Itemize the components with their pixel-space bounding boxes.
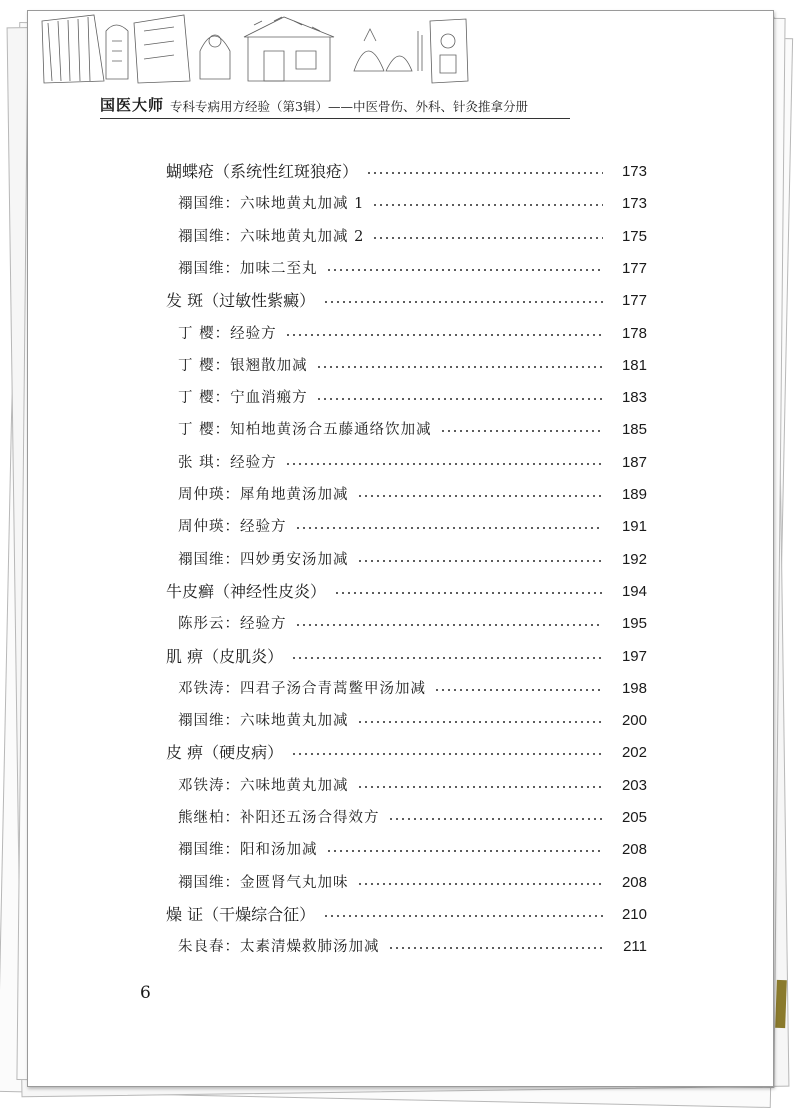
- toc-page-number: 195: [621, 615, 647, 633]
- leader-dots: [285, 334, 603, 336]
- leader-dots: [334, 592, 603, 594]
- toc-entry-title: 牛皮癣（神经性皮炎）: [166, 581, 327, 601]
- toc-entry-title: 蝴蝶疮（系统性红斑狼疮）: [166, 162, 359, 181]
- toc-entry-title: 禤国维：四妙勇安汤加减: [178, 551, 349, 568]
- leader-dots: [323, 915, 603, 917]
- toc-entry-title: 丁 樱：宁血消瘢方: [178, 390, 308, 407]
- leader-dots: [295, 527, 603, 529]
- toc-subentry[interactable]: [28, 256, 773, 282]
- toc-page-number: 187: [621, 453, 647, 471]
- toc-entry-title: 张 琪：经验方: [178, 454, 277, 471]
- toc-page-number: 208: [621, 873, 647, 891]
- leader-dots: [326, 850, 603, 852]
- running-header: [100, 91, 570, 119]
- leader-dots: [357, 495, 603, 497]
- toc-chapter-entry[interactable]: [28, 579, 773, 605]
- toc-page-number: 185: [621, 421, 647, 439]
- toc-entry-title: 禤国维：阳和汤加减: [178, 842, 318, 859]
- toc-chapter-entry[interactable]: [28, 159, 773, 185]
- toc-subentry[interactable]: [28, 417, 773, 443]
- toc-subentry[interactable]: [28, 353, 773, 379]
- toc-subentry[interactable]: [28, 708, 773, 734]
- leader-dots: [357, 786, 603, 788]
- toc-entry-title: 陈彤云：经验方: [178, 616, 287, 633]
- toc-entry-title: 禤国维：金匮肾气丸加味: [178, 874, 349, 891]
- toc-page-number: 175: [621, 227, 647, 245]
- toc-subentry[interactable]: [28, 805, 773, 831]
- toc-page-number: 211: [623, 938, 647, 956]
- toc-entry-title: 周仲瑛：经验方: [178, 519, 287, 536]
- leader-dots: [440, 430, 603, 432]
- leader-dots: [295, 624, 603, 626]
- toc-page-number: 198: [621, 679, 647, 697]
- toc-subentry[interactable]: [28, 870, 773, 896]
- book-page: [27, 10, 774, 1087]
- leader-dots: [326, 269, 603, 271]
- leader-dots: [388, 818, 603, 820]
- toc-entry-title: 丁 樱：银翘散加减: [178, 357, 308, 374]
- toc-page-number: 203: [621, 776, 647, 794]
- toc-subentry[interactable]: [28, 676, 773, 702]
- toc-entry-title: 禤国维：六味地黄丸加减 1: [178, 196, 365, 213]
- toc-entry-title: 禤国维：六味地黄丸加减 2: [178, 228, 365, 245]
- toc-entry-title: 禤国维：加味二至丸: [178, 260, 318, 277]
- toc-page-number: 189: [621, 486, 647, 503]
- toc-entry-title: 丁 樱：知柏地黄汤合五藤通络饮加减: [178, 422, 432, 439]
- toc-page-number: 181: [621, 356, 647, 374]
- leader-dots: [434, 689, 603, 691]
- leader-dots: [357, 560, 603, 562]
- toc-subentry[interactable]: [28, 837, 773, 863]
- toc-entry-title: 邓铁涛：六味地黄丸加减: [178, 777, 349, 794]
- toc-entry-title: 周仲瑛：犀角地黄汤加减: [178, 487, 349, 503]
- toc-entry-title: 朱良春：太素清燥救肺汤加减: [178, 939, 380, 956]
- toc-page-number: 173: [621, 163, 647, 180]
- toc-entry-title: 燥 证（干燥综合征）: [166, 904, 316, 924]
- bookmark-ribbon: [775, 980, 787, 1028]
- leader-dots: [357, 883, 603, 885]
- toc-chapter-entry[interactable]: [28, 288, 773, 314]
- toc-chapter-entry[interactable]: [28, 740, 773, 766]
- toc-page-number: 210: [621, 905, 647, 923]
- leader-dots: [316, 366, 603, 368]
- toc-subentry[interactable]: [28, 191, 773, 217]
- leader-dots: [285, 463, 603, 465]
- toc-page-number: 202: [621, 744, 647, 762]
- leader-dots: [357, 721, 603, 723]
- toc-entry-title: 熊继柏：补阳还五汤合得效方: [178, 810, 380, 826]
- toc-page-number: 208: [621, 841, 647, 859]
- toc-page-number: 194: [621, 582, 647, 600]
- toc-page-number: 205: [621, 809, 647, 826]
- toc-page-number: 192: [621, 550, 647, 568]
- toc-entry-title: 发 斑（过敏性紫癜）: [166, 291, 316, 311]
- toc-subentry[interactable]: [28, 450, 773, 476]
- toc-entry-title: 邓铁涛：四君子汤合青蒿鳖甲汤加减: [178, 680, 426, 697]
- toc-entry-title: 肌 痹（皮肌炎）: [166, 646, 284, 666]
- toc-subentry[interactable]: [28, 934, 773, 960]
- toc-page-number: 173: [621, 195, 647, 213]
- toc-subentry[interactable]: [28, 611, 773, 637]
- leader-dots: [366, 172, 603, 174]
- toc-page-number: 177: [621, 292, 647, 310]
- toc-chapter-entry[interactable]: [28, 902, 773, 928]
- toc-page-number: 191: [621, 518, 647, 536]
- leader-dots: [291, 657, 603, 659]
- toc-subentry[interactable]: [28, 482, 773, 508]
- leader-dots: [372, 204, 603, 206]
- leader-dots: [291, 753, 603, 755]
- leader-dots: [323, 301, 603, 303]
- series-brand: 国医大师: [100, 96, 165, 114]
- toc-page-number: 200: [621, 712, 647, 730]
- leader-dots: [372, 237, 603, 239]
- toc-subentry[interactable]: [28, 224, 773, 250]
- toc-subentry[interactable]: [28, 385, 773, 411]
- book-title: 专科专病用方经验（第3辑）——中医骨伤、外科、针灸推拿分册: [170, 99, 528, 114]
- toc-page-number: 178: [621, 324, 647, 342]
- toc-entry-title: 皮 痹（硬皮病）: [166, 743, 284, 763]
- toc-subentry[interactable]: [28, 773, 773, 799]
- toc-chapter-entry[interactable]: [28, 644, 773, 670]
- toc-entry-title: 丁 樱：经验方: [178, 325, 277, 342]
- toc-page-number: 197: [621, 647, 647, 665]
- toc-subentry[interactable]: [28, 547, 773, 573]
- leader-dots: [388, 947, 603, 949]
- toc-subentry[interactable]: [28, 321, 773, 347]
- toc-page-number: 183: [621, 389, 647, 407]
- header-sketch-illustration: [34, 11, 470, 87]
- toc-page-number: 177: [621, 259, 647, 277]
- page-number: 6: [140, 983, 151, 1003]
- toc-subentry[interactable]: [28, 514, 773, 540]
- leader-dots: [316, 398, 603, 400]
- toc-entry-title: 禤国维：六味地黄丸加减: [178, 713, 349, 730]
